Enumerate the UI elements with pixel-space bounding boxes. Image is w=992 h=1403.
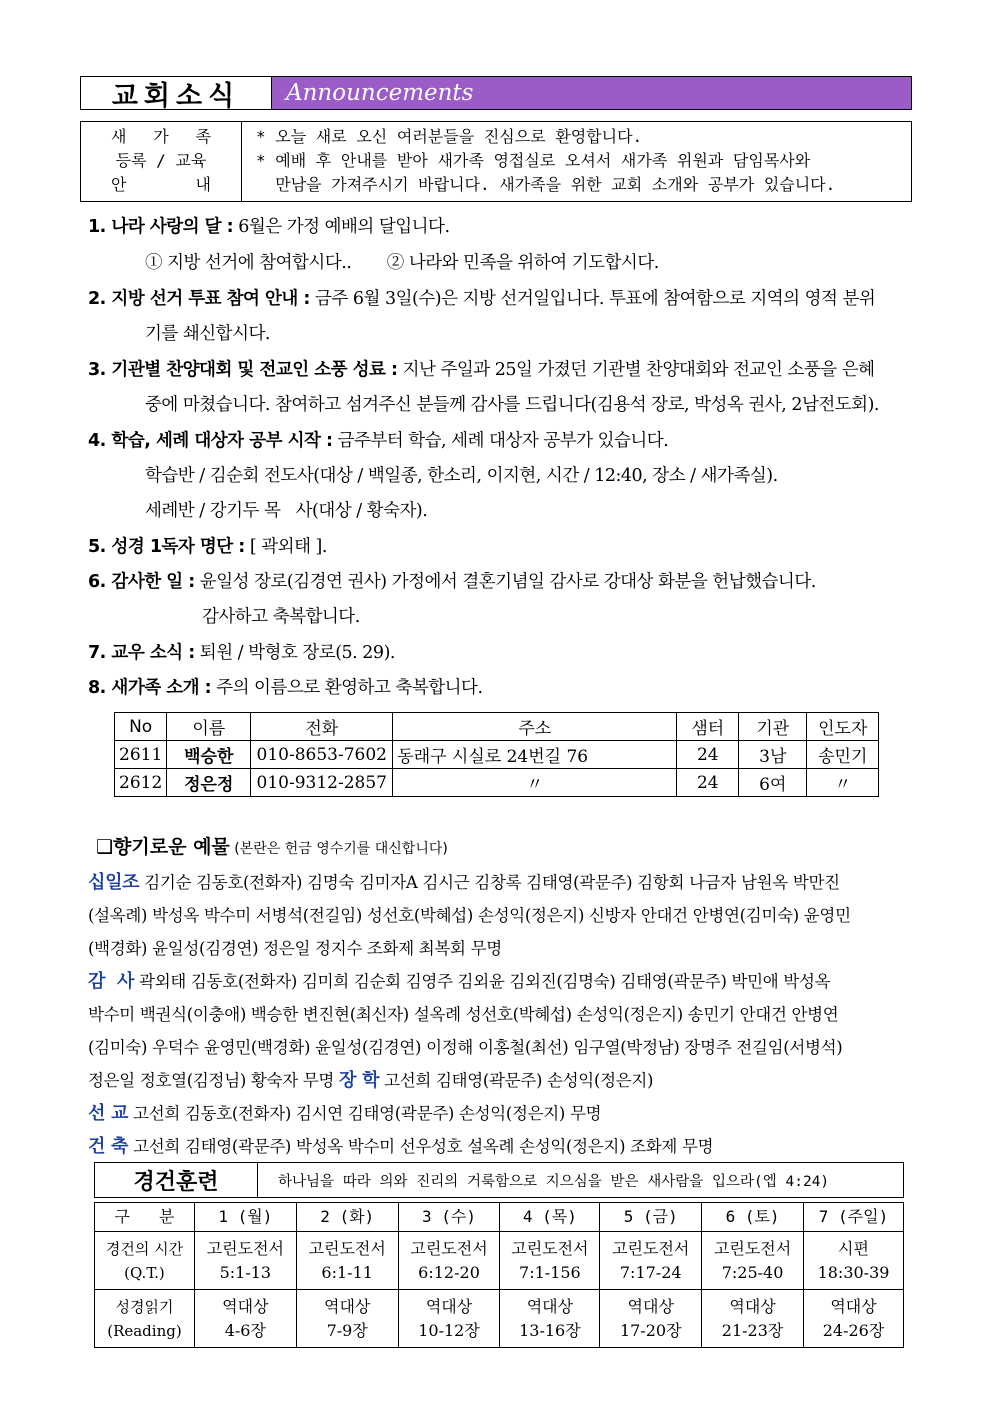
col-header: 주소 bbox=[393, 713, 677, 741]
guide-line: * 예배 후 안내를 받아 새가족 영접실로 오셔서 새가족 위원과 담임목사와 bbox=[256, 151, 811, 170]
newcomer-table bbox=[114, 712, 879, 797]
announcement-7 bbox=[88, 641, 395, 665]
announcement-text: 금주 6월 3일(수)은 지방 선거일입니다. 투표에 참여함으로 지역의 영적 분위 bbox=[309, 289, 876, 309]
reading-line: 역대상 bbox=[830, 1296, 877, 1316]
cell: 2611 bbox=[115, 741, 167, 769]
label-char: 족 bbox=[195, 127, 211, 146]
announcement-8 bbox=[88, 676, 483, 700]
reading-line: 4-6장 bbox=[224, 1320, 266, 1340]
reading-line: 10-12장 bbox=[418, 1320, 480, 1340]
reading-cell bbox=[702, 1290, 804, 1348]
offering-line bbox=[88, 965, 908, 998]
row-label-line: 경건의 시간 bbox=[105, 1239, 184, 1258]
reading-line: 고린도전서 bbox=[511, 1238, 589, 1258]
cell: 3남 bbox=[739, 741, 807, 769]
cell: 송민기 bbox=[807, 741, 879, 769]
devotion-header-row bbox=[95, 1203, 904, 1232]
label-char: 가 bbox=[153, 127, 169, 146]
table-row bbox=[115, 741, 879, 769]
day-header: 5 (금) bbox=[600, 1203, 702, 1232]
devotion-header bbox=[94, 1162, 904, 1198]
offering-line bbox=[88, 1130, 908, 1163]
row-label-line: 성경읽기 bbox=[115, 1297, 174, 1316]
cell: 〃 bbox=[393, 769, 677, 797]
reading-cell bbox=[296, 1232, 398, 1290]
day-header: 2 (화) bbox=[296, 1203, 398, 1232]
header-title-en: Announcements bbox=[272, 77, 911, 109]
announcement-line: 기를 쇄신합시다. bbox=[145, 324, 270, 344]
label-row-3 bbox=[81, 173, 241, 197]
announcement-text: 금주부터 학습, 세례 대상자 공부가 있습니다. bbox=[332, 431, 669, 451]
offering-heading: ❑향기로운 예물 bbox=[96, 836, 230, 858]
table-row bbox=[115, 769, 879, 797]
offering-names: 정은일 정호열(김정님) 황숙자 무명 bbox=[88, 1071, 340, 1090]
reading-cell bbox=[500, 1232, 600, 1290]
reading-cell bbox=[194, 1232, 296, 1290]
reading-cell bbox=[600, 1232, 702, 1290]
devotion-title: 경건훈련 bbox=[95, 1163, 258, 1197]
reading-line: 7:17-24 bbox=[619, 1262, 682, 1282]
announcement-title: 2. 지방 선거 투표 참여 안내 : bbox=[88, 289, 310, 309]
offering-names: 곽외태 김동호(전화자) 김미희 김순회 김영주 김외윤 김외진(김명숙) 김태영(곽문주) 박민애 박성옥 bbox=[134, 972, 831, 991]
announcement-title: 6. 감사한 일 : bbox=[88, 572, 195, 592]
reading-line: 역대상 bbox=[425, 1296, 473, 1316]
announcement-6 bbox=[88, 570, 816, 594]
table-row bbox=[95, 1232, 904, 1290]
announcement-text: 퇴원 / 박형호 장로(5. 29). bbox=[194, 643, 395, 663]
reading-cell bbox=[194, 1290, 296, 1348]
offering-names: 고선희 김태영(곽문주) 손성익(정은지) bbox=[379, 1071, 654, 1090]
reading-line: 역대상 bbox=[729, 1296, 776, 1316]
reading-line: 21-23장 bbox=[721, 1320, 784, 1340]
newcomer-guide-box bbox=[80, 121, 912, 202]
reading-line: 6:1-11 bbox=[321, 1262, 373, 1282]
newcomer-guide-labels bbox=[81, 122, 242, 201]
row-label bbox=[95, 1290, 195, 1348]
day-header: 구 분 bbox=[95, 1203, 195, 1232]
offering-names: 박수미 백권식(이충애) 백승한 변진현(최신자) 설옥례 성선호(박혜섭) 손성익(정은지) 송민기 안대건 안병연 bbox=[88, 1005, 839, 1024]
day-header: 7 (주일) bbox=[804, 1203, 904, 1232]
cell: 정은정 bbox=[167, 769, 251, 797]
offering-category: 건 축 bbox=[88, 1136, 129, 1157]
reading-line: 시편 bbox=[838, 1238, 869, 1258]
offering-line bbox=[88, 1064, 908, 1097]
reading-line: 5:1-13 bbox=[219, 1262, 272, 1282]
offering-names: (백경화) 윤일성(김경연) 정은일 정지수 조화제 최복회 무명 bbox=[88, 939, 502, 958]
reading-line: 고린도전서 bbox=[308, 1238, 386, 1258]
cell: 010-8653-7602 bbox=[251, 741, 393, 769]
announcements-header bbox=[80, 76, 912, 110]
offering-category: 감 사 bbox=[88, 971, 135, 992]
announcement-line: ① 지방 선거에 참여합시다.. ② 나라와 민족을 위하여 기도합시다. bbox=[145, 253, 659, 273]
offering-subtitle: (본란은 헌금 영수기를 대신합니다) bbox=[229, 841, 448, 857]
cell: 동래구 시실로 24번길 76 bbox=[393, 741, 677, 769]
announcement-text: 주의 이름으로 환영하고 축복합니다. bbox=[211, 678, 483, 698]
cell: 백승한 bbox=[167, 741, 251, 769]
offering-names: 김기순 김동호(전화자) 김명숙 김미자A 김시근 김창록 김태영(곽문주) 김항회 나금자 남원옥 박만진 bbox=[139, 873, 840, 892]
reading-line: 7:25-40 bbox=[721, 1262, 784, 1282]
reading-line: 7:1-156 bbox=[519, 1262, 581, 1282]
announcement-title: 5. 성경 1독자 명단 : bbox=[88, 537, 245, 557]
announcement-title: 3. 기관별 찬양대회 및 전교인 소풍 성료 : bbox=[88, 360, 398, 380]
announcement-line: 세례반 / 강기두 목 사(대상 / 황숙자). bbox=[145, 501, 428, 521]
label-char: 내 bbox=[195, 175, 211, 194]
offering-line bbox=[88, 932, 908, 965]
reading-line: 7-9장 bbox=[326, 1320, 368, 1340]
devotion-verse: 하나님을 따라 의와 진리의 거룩함으로 지으심을 받은 새사람을 입으라(엡 4:24) bbox=[278, 1173, 830, 1190]
reading-line: 역대상 bbox=[627, 1296, 674, 1316]
announcement-title: 7. 교우 소식 : bbox=[88, 643, 195, 663]
reading-cell bbox=[804, 1290, 904, 1348]
table-header-row bbox=[115, 713, 879, 741]
newcomer-guide-text bbox=[242, 122, 911, 201]
reading-line: 고린도전서 bbox=[410, 1238, 488, 1258]
cell: 2612 bbox=[115, 769, 167, 797]
offering-names: (설옥례) 박성옥 박수미 서병석(전길임) 성선호(박혜섭) 손성익(정은지) 신방자 안대건 안병연(김미숙) 윤영민 bbox=[88, 906, 851, 925]
reading-line: 고린도전서 bbox=[612, 1238, 690, 1258]
offering-list bbox=[88, 866, 908, 1163]
cell: 24 bbox=[677, 741, 739, 769]
col-header: 기관 bbox=[739, 713, 807, 741]
announcement-title: 1. 나라 사랑의 달 : bbox=[88, 217, 234, 237]
reading-line: 18:30-39 bbox=[817, 1262, 890, 1282]
day-header: 3 (수) bbox=[398, 1203, 500, 1232]
announcement-line: 감사하고 축복합니다. bbox=[202, 607, 360, 627]
reading-cell bbox=[702, 1232, 804, 1290]
offering-names: 고선희 김태영(곽문주) 박성옥 박수미 선우성호 설옥례 손성익(정은지) 조화제 무명 bbox=[128, 1137, 714, 1156]
offering-line bbox=[88, 866, 908, 899]
row-label-line: (Q.T.) bbox=[124, 1263, 165, 1282]
label-row-1 bbox=[81, 125, 241, 149]
reading-cell bbox=[600, 1290, 702, 1348]
reading-line: 17-20장 bbox=[619, 1320, 682, 1340]
announcement-1 bbox=[88, 215, 450, 239]
announcement-line: 학습반 / 김순회 전도사(대상 / 백일종, 한소리, 이지현, 시간 / 12:40, 장소 / 새가족실). bbox=[145, 466, 778, 486]
col-header: No bbox=[115, 713, 167, 741]
announcement-2 bbox=[88, 287, 875, 311]
reading-line: 역대상 bbox=[526, 1296, 574, 1316]
table-row bbox=[95, 1290, 904, 1348]
header-title-ko: 교회소식 bbox=[81, 77, 272, 109]
reading-cell bbox=[398, 1232, 500, 1290]
day-header: 6 (토) bbox=[702, 1203, 804, 1232]
announcement-text: [ 곽외태 ]. bbox=[244, 537, 327, 557]
reading-cell bbox=[398, 1290, 500, 1348]
col-header: 인도자 bbox=[807, 713, 879, 741]
day-header: 4 (목) bbox=[500, 1203, 600, 1232]
reading-line: 13-16장 bbox=[519, 1320, 581, 1340]
row-label bbox=[95, 1232, 195, 1290]
offering-names: (김미숙) 우덕수 윤영민(백경화) 윤일성(김경연) 이정해 이홍철(최선) 임구열(박정남) 장명주 전길임(서병석) bbox=[88, 1038, 843, 1057]
col-header: 이름 bbox=[167, 713, 251, 741]
col-header: 샘터 bbox=[677, 713, 739, 741]
announcement-4 bbox=[88, 429, 668, 453]
announcement-line: 중에 마쳤습니다. 참여하고 섬겨주신 분들께 감사를 드립니다(김용석 장로, 박성옥 권사, 2남전도회). bbox=[145, 395, 879, 415]
col-header: 전화 bbox=[251, 713, 393, 741]
offering-category: 선 교 bbox=[88, 1103, 129, 1124]
reading-cell bbox=[804, 1232, 904, 1290]
cell: 〃 bbox=[807, 769, 879, 797]
reading-line: 고린도전서 bbox=[713, 1238, 792, 1258]
cell: 6여 bbox=[739, 769, 807, 797]
announcement-text: 지난 주일과 25일 가졌던 기관별 찬양대회와 전교인 소풍을 은혜 bbox=[397, 360, 875, 380]
cell: 010-9312-2857 bbox=[251, 769, 393, 797]
offering-names: 고선희 김동호(전화자) 김시연 김태영(곽문주) 손성익(정은지) 무명 bbox=[128, 1104, 602, 1123]
announcement-text: 6월은 가정 예배의 달입니다. bbox=[233, 217, 450, 237]
devotion-table bbox=[94, 1202, 904, 1348]
reading-line: 고린도전서 bbox=[206, 1238, 284, 1258]
offering-line bbox=[88, 899, 908, 932]
cell: 24 bbox=[677, 769, 739, 797]
reading-cell bbox=[500, 1290, 600, 1348]
offering-line bbox=[88, 1031, 908, 1064]
announcement-title: 4. 학습, 세례 대상자 공부 시작 : bbox=[88, 431, 333, 451]
reading-line: 6:12-20 bbox=[418, 1262, 480, 1282]
announcement-text: 윤일성 장로(김경연 권사) 가정에서 결혼기념일 감사로 강대상 화분을 헌납했습니다. bbox=[194, 572, 816, 592]
announcement-3 bbox=[88, 358, 875, 382]
row-label-line: (Reading) bbox=[107, 1321, 182, 1340]
reading-line: 역대상 bbox=[324, 1296, 371, 1316]
label-char: 안 bbox=[111, 175, 127, 194]
label-row-2: 등록 / 교육 bbox=[115, 151, 207, 170]
offering-title bbox=[96, 832, 448, 859]
reading-cell bbox=[296, 1290, 398, 1348]
offering-category: 십일조 bbox=[88, 872, 140, 893]
guide-line: 만남을 가져주시기 바랍니다. 새가족을 위한 교회 소개와 공부가 있습니다. bbox=[256, 175, 836, 194]
announcement-title: 8. 새가족 소개 : bbox=[88, 678, 212, 698]
label-char: 새 bbox=[111, 127, 127, 146]
reading-line: 역대상 bbox=[222, 1296, 269, 1316]
day-header: 1 (월) bbox=[194, 1203, 296, 1232]
announcement-5 bbox=[88, 535, 327, 559]
offering-line bbox=[88, 998, 908, 1031]
reading-line: 24-26장 bbox=[822, 1320, 885, 1340]
offering-line bbox=[88, 1097, 908, 1130]
offering-category: 장 학 bbox=[339, 1070, 380, 1091]
guide-line: * 오늘 새로 오신 여러분들을 진심으로 환영합니다. bbox=[256, 127, 643, 146]
